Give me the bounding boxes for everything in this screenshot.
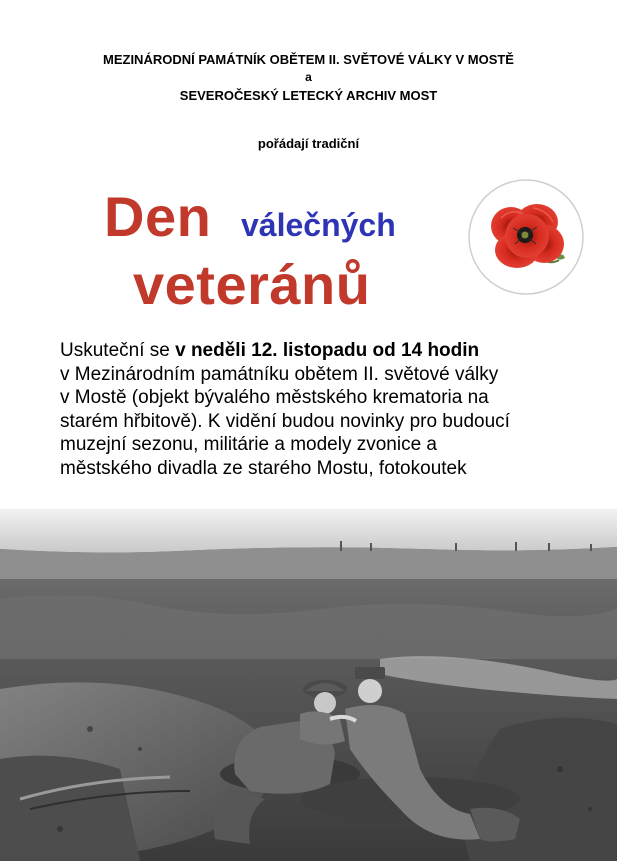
event-line-5: městského divadla ze starého Mostu, fotokoutek xyxy=(60,457,467,479)
organize-text: pořádají tradiční xyxy=(257,136,360,151)
event-line-3: starém hřbitově). K vidění budou novinky pro budoucí xyxy=(60,410,510,432)
event-date-time: v neděli 12. listopadu od 14 hodin xyxy=(175,340,480,361)
wwi-soldiers-photo xyxy=(0,509,617,861)
organizer-conjunction: a xyxy=(305,70,312,84)
event-description xyxy=(60,339,580,480)
event-line-1: v Mezinárodním památníku obětem II. světové války xyxy=(60,363,499,385)
event-line-2: v Mostě (objekt bývalého městského krematoria na xyxy=(60,387,489,408)
title-veteranu: veteránů xyxy=(133,253,371,316)
organizer-line-2: SEVEROČESKÝ LETECKÝ ARCHIV MOST xyxy=(179,88,438,103)
title-valecnych: válečných xyxy=(241,207,396,243)
event-intro: Uskuteční se xyxy=(60,340,176,361)
poppy-flower-icon xyxy=(467,178,585,296)
title-den: Den xyxy=(104,185,212,248)
event-line-4: muzejní sezonu, militárie a modely zvonice a xyxy=(60,434,438,455)
organizer-line-1: MEZINÁRODNÍ PAMÁTNÍK OBĚTEM II. SVĚTOVÉ VÁLKY V MOSTĚ xyxy=(103,52,514,67)
event-lead-line xyxy=(60,339,580,363)
